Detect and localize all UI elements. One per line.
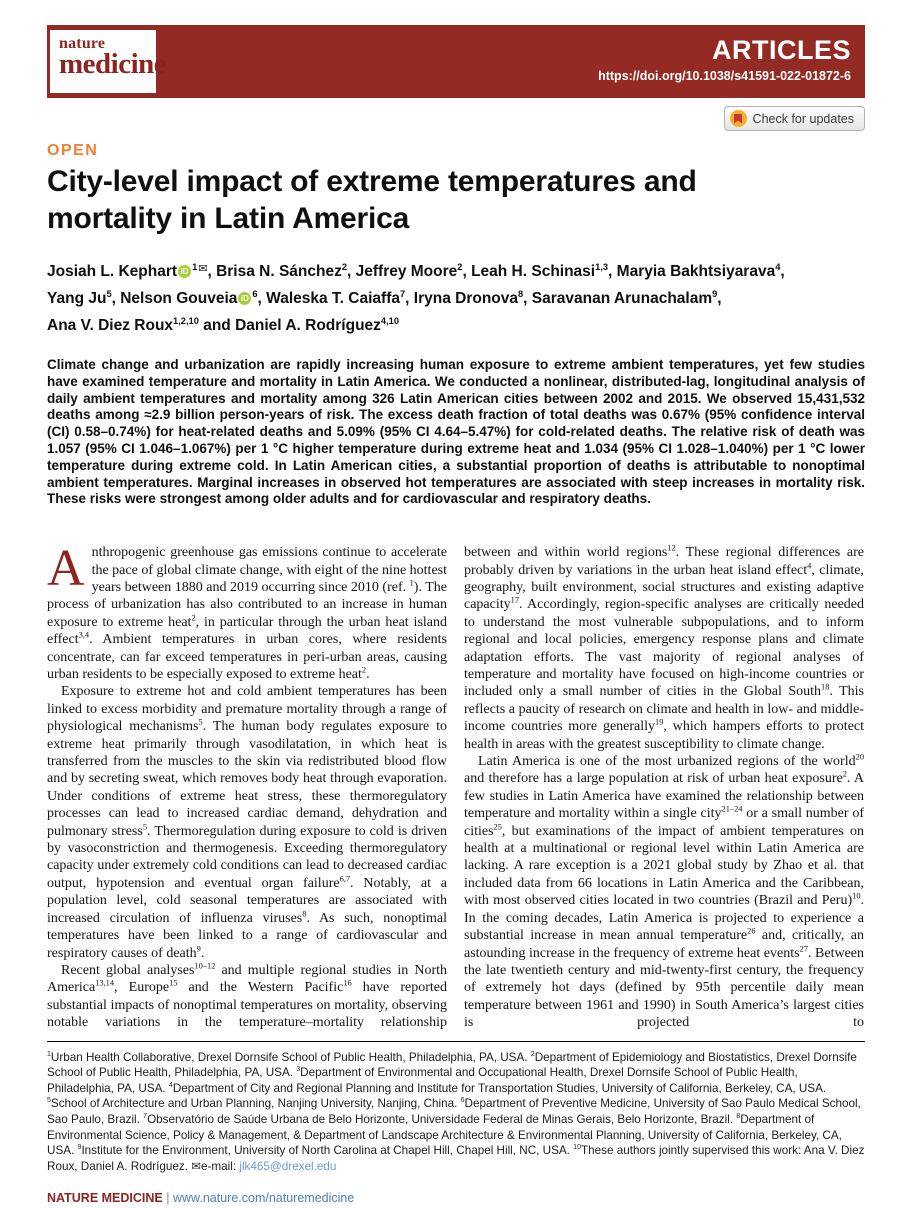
page-footer (47, 1191, 865, 1205)
footer-separator: | (166, 1191, 170, 1206)
journal-banner (47, 25, 865, 98)
journal-logo-nature: nature (59, 35, 106, 52)
envelope-icon: ✉ (198, 263, 208, 275)
article-title-line1: City-level impact of extreme temperatures and (47, 165, 697, 198)
journal-logo-medicine: medicine (59, 48, 167, 80)
author-list (47, 256, 865, 339)
footer-url[interactable]: www.nature.com/naturemedicine (172, 1191, 355, 1206)
body-paragraph: between and within world regions$^{12}$. These regional differences are probably driven by variations in the urban heat island effect$^4$, climate, geography, built environment, social structures and existing adaptive capacity$^{17}$. Accordingly, region-specific analyses are critically needed to understand the most vulnerable subpopulations, and to inform regional and local policies, emergency response plans and climate adaptation efforts. The vast majority of regional analyses of temperature and mortality have focused on high-income countries or included only a small number of cities in the Global South$^{18}$. This reflects a paucity of research on climate and health in low- and middle-income countries more generally$^{19}$, which hampers efforts to protect health in areas with the greatest susceptibility to climate change. (464, 543, 865, 752)
email-link[interactable]: jlk465@drexel.edu (239, 1159, 337, 1173)
author-line: Yang Ju$^5$, Nelson Gouveia iD $^6$, Waleska T. Caiaffa$^7$, Iryna Dronova$^8$, Saravanan Arunachalam$^9$, (47, 288, 722, 307)
body-paragraph: Exposure to extreme hot and cold ambient temperatures has been linked to excess morbidity and premature mortality through a range of physiological mechanisms$^5$. The human body regulates exposure to extreme heat primarily through vasodilatation, in which heat is transferred from the muscles to the skin via redistributed blood flow and by secreting sweat, which removes body heat through evaporation. Under conditions of extreme heat stress, these thermoregulatory processes can lead to increased cardiac demand, dehydration and pulmonary stress$^5$. Thermoregulation during exposure to cold is driven by vasoconstriction and thermogenesis. Exceeding thermoregulatory capacity under extremely cold conditions can lead to decreased cardiac output, hypotension and eventual organ failure$^{6,7}$. Notably, at a population level, cold seasonal temperatures are associated with increased circulation of influenza viruses$^8$. As such, nonoptimal temperatures have been linked to a range of cardiovascular and respiratory causes of death$^9$. (47, 684, 448, 961)
orcid-icon[interactable]: iD (178, 265, 191, 278)
check-updates-label: Check for updates (752, 111, 854, 126)
body-paragraph: Recent global analyses$^{10-12}$ and multiple regional studies in North America$^{13,14}$, Europe$^{15}$ and the Western Pacific$^{16}$ have reported substantial impacts of nonoptimal temperatures on mortality, observing notable variations in the temperature–mortality relationship (47, 961, 447, 1031)
affiliations-text: $^1$Urban Health Collaborative, Drexel Dornsife School of Public Health, Philadelphia, PA, USA. $^2$Department of Epidemiology and Biostatistics, Drexel Dornsife School of Public Health, Philadelphia, PA, USA. $^3$Department of Environmental and Occupational Health, Drexel Dornsife School of Public Health, Philadelphia, PA, USA. $^4$Department of City and Regional Planning and Institute for Transportation Studies, University of California, Berkeley, CA, USA. $^5$School of Architecture and Urban Planning, Nanjing University, Nanjing, China. $^6$Department of Preventive Medicine, University of Sao Paulo Medical School, Sao Paulo, Brazil. $^7$Observatório de Saúde Urbana de Belo Horizonte, Universidade Federal de Minas Gerais, Belo Horizonte, Brazil. $^8$Department of Environmental Science, Policy & Management, & Department of Landscape Architecture & Environmental Planning, University of California, Berkeley, CA, USA. $^9$Institute for the Environment, University of North Carolina at Chapel Hill, Chapel Hill, NC, USA. $^{10}$These authors jointly supervised this work: Ana V. Diez Roux, Daniel A. Rodríguez. ✉e-mail: (47, 1050, 865, 1173)
articles-label: ARTICLES (712, 35, 851, 65)
orcid-icon[interactable]: iD (238, 292, 251, 305)
body-paragraph (47, 540, 447, 683)
check-updates-badge[interactable] (724, 106, 865, 131)
badge-row (47, 106, 865, 131)
author-line: Ana V. Diez Roux$^{1,2,10}$ and Daniel A. Rodríguez$^{4,10}$ (47, 315, 400, 334)
footer-journal-name: NATURE MEDICINE (47, 1191, 163, 1206)
doi-link[interactable]: https://doi.org/10.1038/s41591-022-01872-6 (598, 69, 851, 83)
article-title (47, 163, 865, 237)
journal-logo[interactable] (50, 30, 167, 93)
body-column-right (464, 544, 864, 1031)
open-access-label: OPEN (47, 142, 99, 159)
crossmark-icon (730, 110, 747, 127)
article-title-line2: mortality in Latin America (47, 202, 410, 235)
paragraph-text: nthropogenic greenhouse gas emissions continue to accelerate the pace of global climate change, with eight of the nine hottest years between 1880 and 2019 occurring since 2010 (ref. $^1$). The process of urbanization has also contributed to an increase in human exposure to extreme heat$^2$, in particular through the urban heat island effect$^{3,4}$. Ambient temperatures in urban cores, where residents concentrate, can far exceed temperatures in peri-urban areas, causing urban residents to be especially exposed to extreme heat$^2$. (47, 545, 447, 683)
affiliations-footnote (47, 1041, 865, 1175)
body-column-left (47, 540, 448, 1031)
abstract-text: Climate change and urbanization are rapidly increasing human exposure to extreme ambient temperatures, yet few studies have examined temperature and mortality in Latin America. We conducted a nonlinear, distributed-lag, longitudinal analysis of daily ambient temperatures and mortality among 326 Latin American cities between 2002 and 2015. We observed 15,431,532 deaths among ≈2.9 billion person-years of risk. The excess death fraction of total deaths was 0.67% (95% confidence interval (CI) 0.58–0.74%) for heat-related deaths and 5.09% (95% CI 4.64–5.47%) for cold-related deaths. The relative risk of death was 1.057 (95% CI 1.046–1.067%) per 1 °C higher temperature during extreme heat and 1.034 (95% CI 1.028–1.040%) per 1 °C lower temperature during extreme cold. In Latin American cities, a substantial proportion of deaths is attributable to nonoptimal ambient temperatures. Marginal increases in observed hot temperatures are associated with steep increases in mortality risk. These risks were strongest among older adults and for cardiovascular and respiratory deaths. (47, 357, 865, 507)
body-paragraph: Latin America is one of the most urbanized regions of the world$^{20}$ and therefore has a large population at risk of urban heat exposure$^2$. A few studies in Latin America have examined the relationship between temperature and mortality within a single city$^{21-24}$ or a small number of cities$^{25}$, but examinations of the impact of ambient temperatures on health at a multinational or regional level within Latin America are lacking. A rare exception is a 2021 global study by Zhao et al. that included data from 66 locations in Latin America and the Caribbean, with most observed cities located in two countries (Brazil and Peru)$^{10}$. In the coming decades, Latin America is projected to experience a substantial increase in mean annual temperature$^{26}$ and, critically, an astounding increase in the frequency of extreme heat events$^{27}$. Between the late twentieth century and mid-twenty-first century, the frequency of extremely hot days (defined by 95th percentile daily mean temperature between 1961 and 1990) in South America’s largest cities is projected to (464, 752, 864, 1031)
drop-cap: A (47, 540, 85, 598)
author-line: Josiah L. Kephart iD $^{1✉}$, Brisa N. Sánchez$^2$, Jeffrey Moore$^2$, Leah H. Schinasi$^{1,3}$, Maryia Bakhtsiyarava$^4$, (47, 261, 785, 280)
article-body (47, 540, 865, 1031)
